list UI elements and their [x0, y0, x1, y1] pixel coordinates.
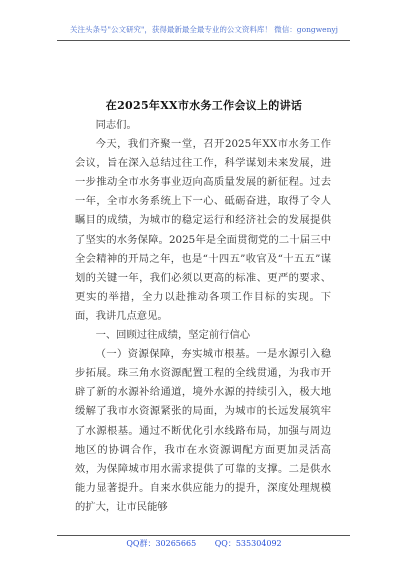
intro-paragraph: 今天，我们齐聚一堂，召开2025年XX市水务工作会议，旨在深入总结过往工作，科学谋划未来发展，进一步推动全市水务事业迈向高质量发展的新征程。过去一年，全市水务系统上下一心、砥砺奋进，取得了令人瞩目的成绩，为城市的稳定运行和经济社会的发展提供了坚实的水务保障。2025年是全面贯彻党的二十届三中全会精神的开局之年，也是“十四五”收官及“十五五”谋划的关键一年，我们必须以更高的标准、更严的要求、更实的举措，全力以赴推动各项工作目标的实现。下面，我讲几点意见。	[75, 138, 331, 322]
qq-number-text: QQ：535304092	[214, 539, 282, 548]
footer-divider	[57, 535, 350, 536]
qq-group-text: QQ群：30265665	[126, 539, 197, 548]
body-paragraph: （一）资源保障，夯实城市根基。一是水源引入稳步拓展。珠三角水资源配置工程的全线贯通，为我市开辟了新的水源补给通道，境外水源的持续引入，极大地缓解了我市水资源紧张的局面，为城市的长远发展筑牢了水源根基。通过不断优化引水线路布局，加强与周边地区的协调合作，我市在水资源调配方面更加灵活高效，为保障城市用水需求提供了可靠的支撑。二是供水能力显著提升。自来水供应能力的提升，深度处理规模的扩大，让市民能够	[75, 348, 331, 513]
footer-contact	[0, 538, 408, 549]
header-notice: 关注头条号"公文研究"，获得最新最全最专业的公文资料库！ 微信：gongwenyj	[70, 25, 338, 34]
salutation-paragraph: 同志们。	[95, 119, 137, 131]
document-body	[75, 116, 331, 517]
section-heading: 一、回顾过往成绩，坚定前行信心	[95, 329, 251, 342]
header-divider	[57, 40, 350, 41]
document-title: 在2025年XX市水务工作会议上的讲话	[105, 99, 303, 112]
